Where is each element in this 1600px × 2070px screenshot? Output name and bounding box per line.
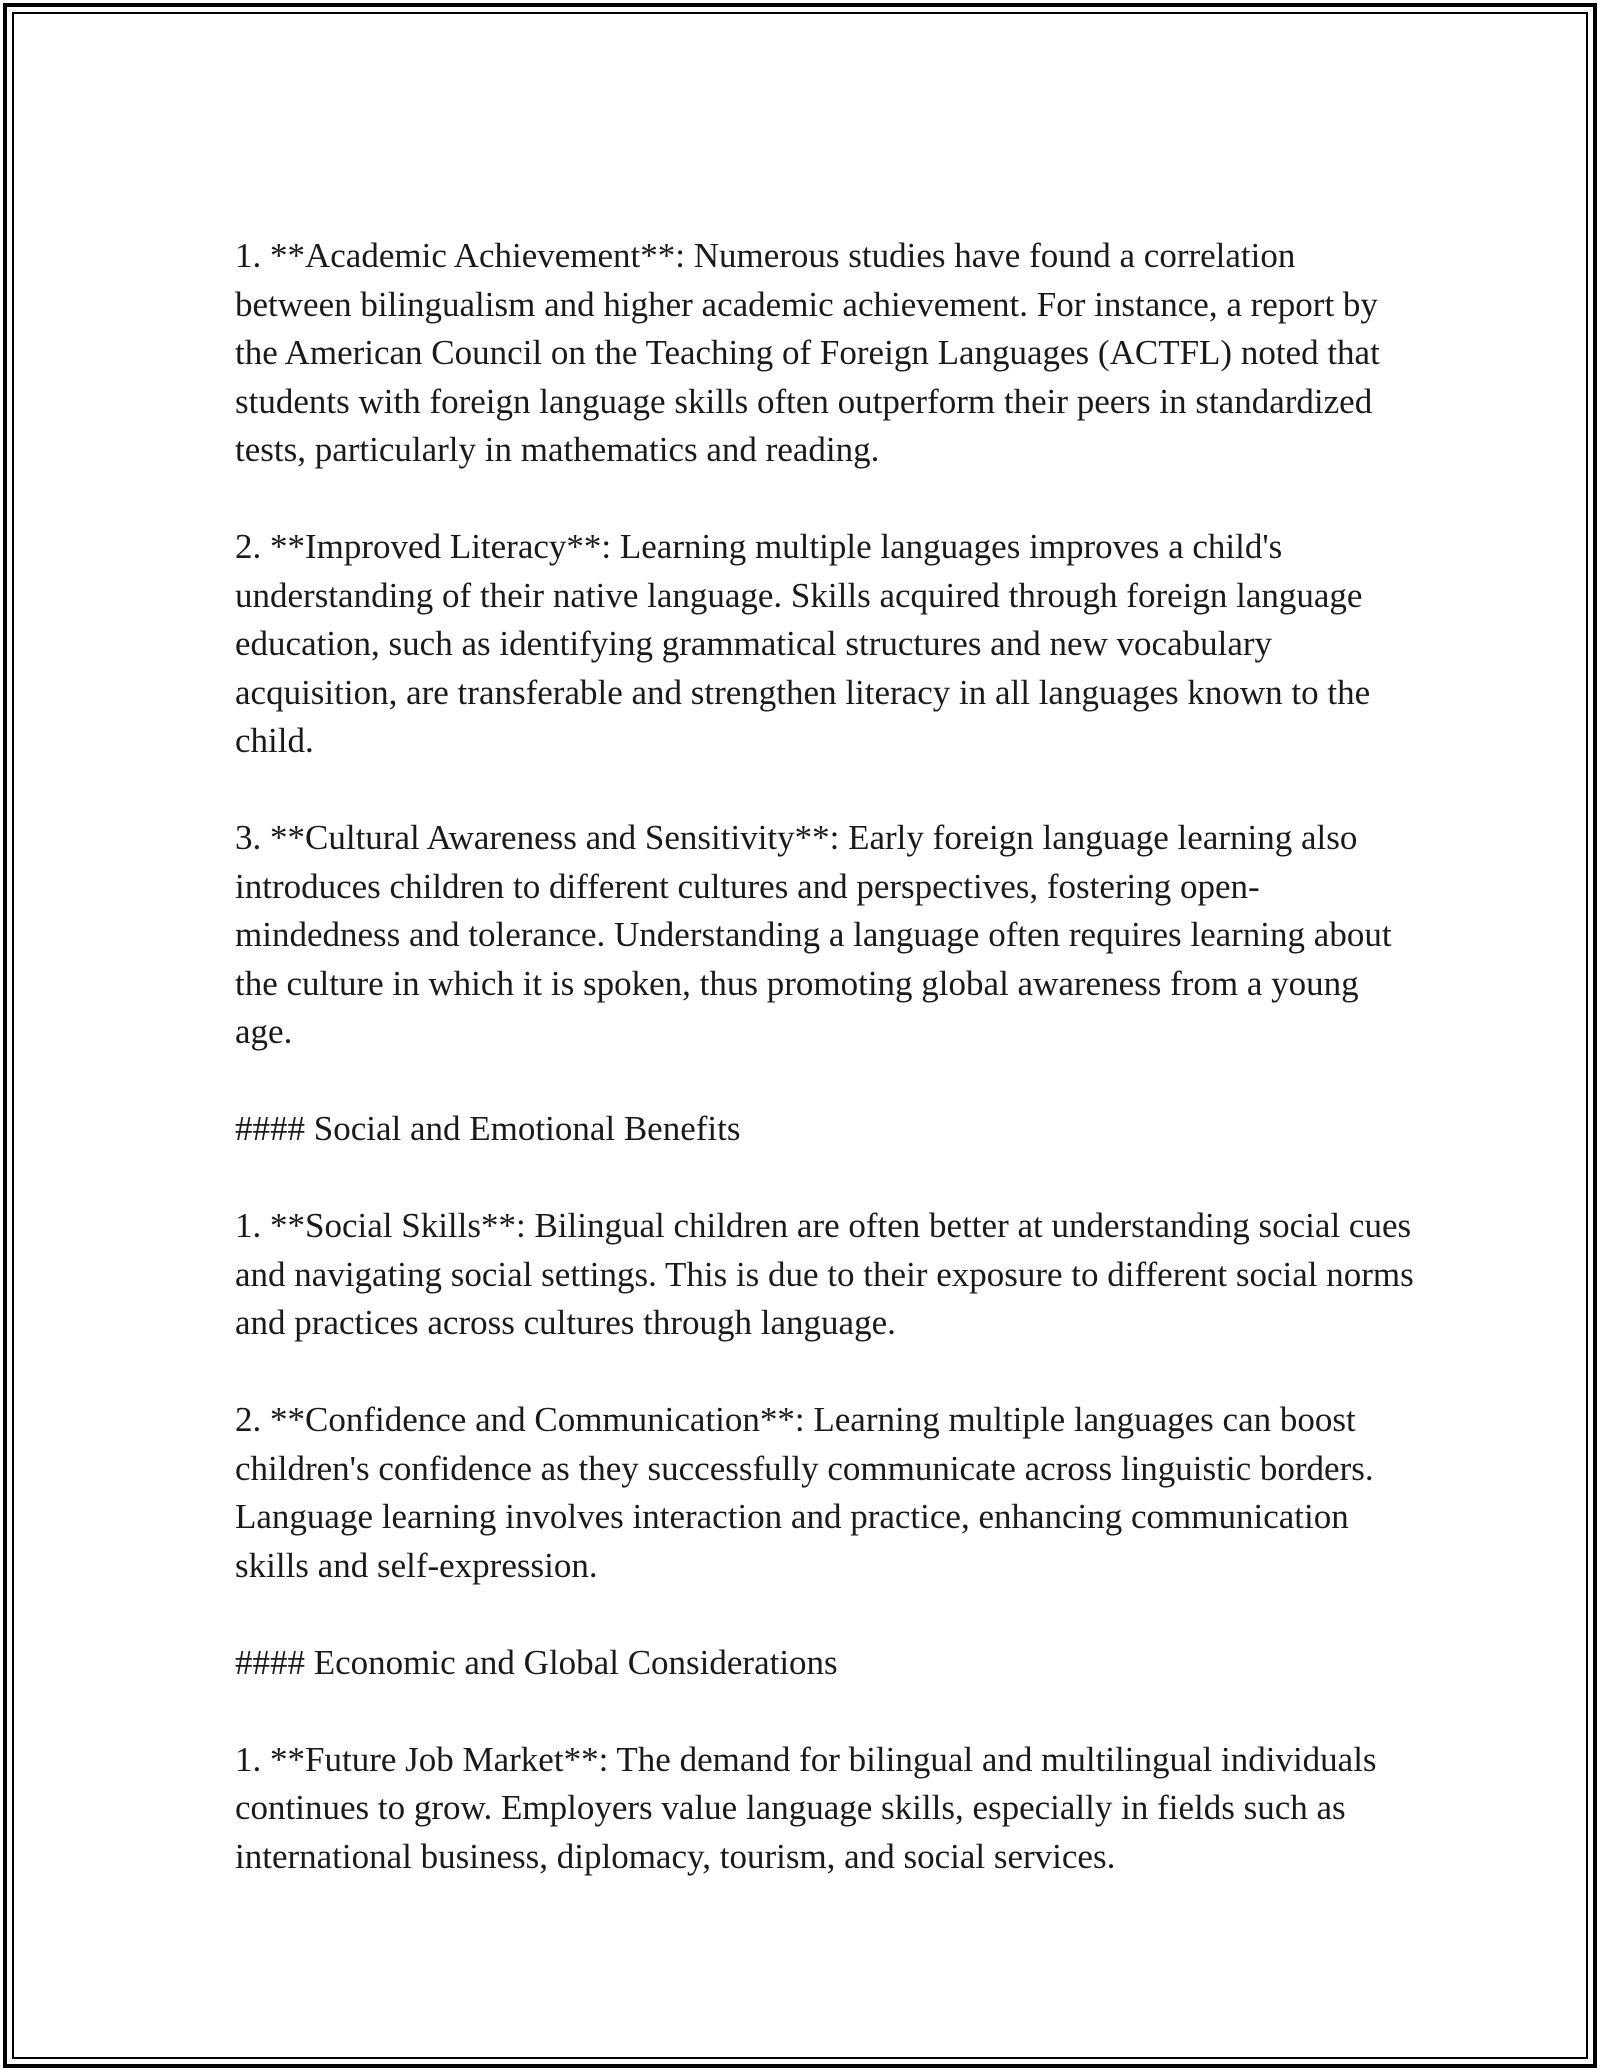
paragraph-cultural-awareness: 3. **Cultural Awareness and Sensitivity**: Early foreign language learning also introduces children to different cultures and perspectives, fostering open-mindedness and tolerance. Understanding a language often requires learning about the culture in which it is spoken, thus promoting global awareness from a young age. — [235, 818, 1392, 1051]
document-body — [235, 232, 1415, 1930]
heading-economic-global-considerations: #### Economic and Global Considerations — [235, 1642, 838, 1682]
paragraph-social-skills: 1. **Social Skills**: Bilingual children are often better at understanding social cues and navigating social settings. This is due to their exposure to different social norms and practices across cultures through language. — [235, 1206, 1414, 1342]
paragraph-academic-achievement: 1. **Academic Achievement**: Numerous studies have found a correlation between bilingualism and higher academic achievement. For instance, a report by the American Council on the Teaching of Foreign Languages (ACTFL) noted that students with foreign language skills often outperform their peers in standardized tests, particularly in mathematics and reading. — [235, 236, 1380, 469]
paragraph-future-job-market: 1. **Future Job Market**: The demand for bilingual and multilingual individuals continues to grow. Employers value language skills, especially in fields such as international business, diplomacy, tourism, and social services. — [235, 1739, 1377, 1876]
paragraph-improved-literacy: 2. **Improved Literacy**: Learning multiple languages improves a child's understanding of their native language. Skills acquired through foreign language education, such as identifying grammatical structures and new vocabulary acquisition, are transferable and strengthen literacy in all languages known to the child. — [235, 527, 1371, 760]
paragraph-confidence-communication: 2. **Confidence and Communication**: Learning multiple languages can boost children's confidence as they successfully communicate across linguistic borders. Language learning involves interaction and practice, enhancing communication skills and self-expression. — [235, 1400, 1374, 1585]
heading-social-emotional-benefits: #### Social and Emotional Benefits — [235, 1109, 741, 1148]
